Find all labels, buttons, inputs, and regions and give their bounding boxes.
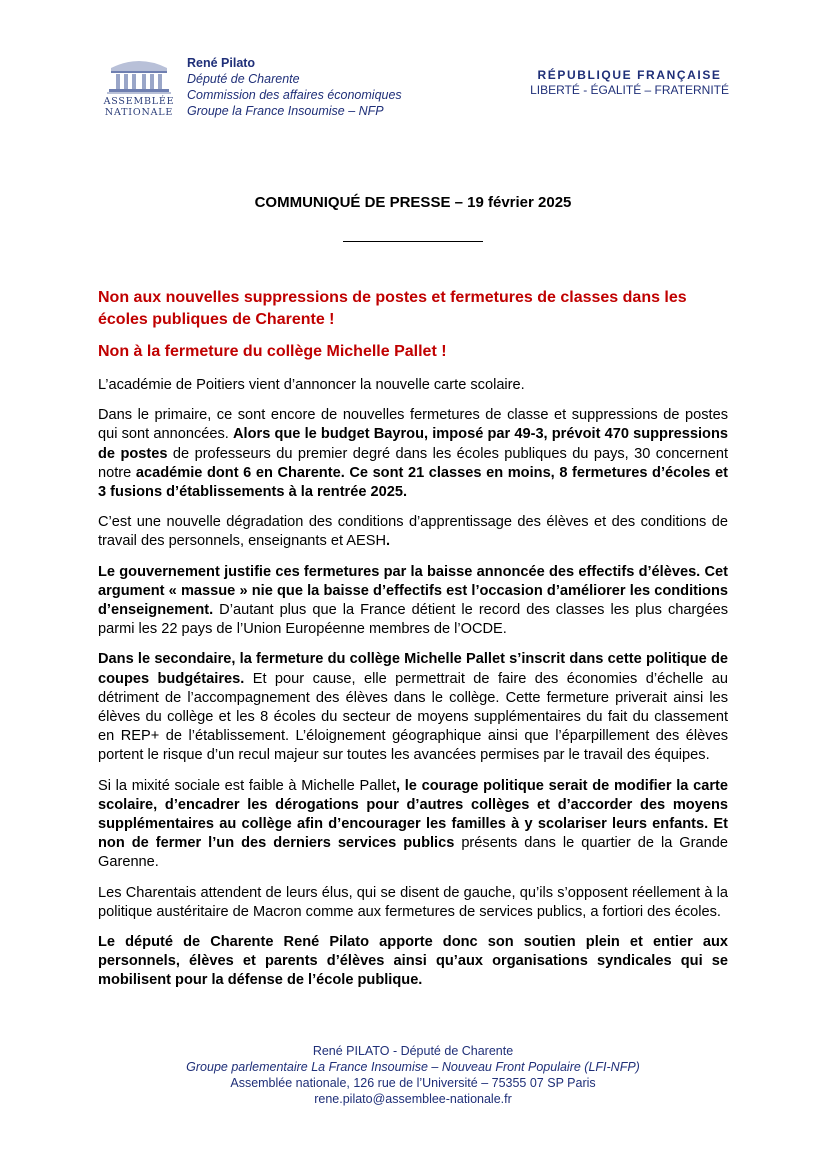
p2-text-a: Dans le primaire, ce sont encore de nouvelles fermetures de classe et suppressions de postes qui sont annoncées.	[98, 407, 728, 443]
footer-email[interactable]: rene.pilato@assemblee-nationale.fr	[314, 1092, 512, 1106]
paragraph-2	[98, 406, 728, 502]
body-text	[98, 376, 728, 1002]
p4-bold-a: Le gouvernement justifie ces fermetures par la baisse annoncée des effectifs d’élèves. Cet argument « massue » nie que la baisse d’effectifs est l’occasion d’améliorer les conditions d’enseignement.	[98, 563, 728, 619]
p3-bold-b: .	[386, 533, 391, 550]
p6-text-c: présents dans le quartier de la Grande Garenne.	[98, 835, 728, 871]
p2-bold-d: académie dont 6 en Charente. Ce sont 21 classes en moins, 8 fermetures d’écoles et 3 fusions d’établissements à la rentrée 2025.	[98, 464, 728, 501]
assemblee-nationale-logo	[100, 56, 178, 118]
p8-bold: Le député de Charente René Pilato apporte donc son soutien plein et entier aux personnels, élèves et parents d’élèves ainsi qu’aux organisations syndicales qui se mobilisent pour la défense de l’école publique.	[98, 934, 728, 989]
title-underline	[343, 241, 483, 242]
devise: LIBERTÉ - ÉGALITÉ – FRATERNITÉ	[530, 83, 729, 97]
footer	[0, 1043, 826, 1107]
paragraph-8	[98, 933, 728, 991]
paragraph-4	[98, 563, 728, 640]
logo-line-2: NATIONALE	[104, 107, 174, 118]
paragraph-1: L’académie de Poitiers vient d’annoncer la nouvelle carte scolaire.	[98, 377, 525, 393]
paragraph-6	[98, 777, 728, 873]
deputy-block	[187, 55, 402, 119]
republique-francaise: RÉPUBLIQUE FRANÇAISE	[537, 68, 722, 82]
paragraph-7: Les Charentais attendent de leurs élus, qui se disent de gauche, qu’ils s’opposent réellement à la politique austéritaire de Macron comme aux fermetures de services publics, a fortiori des écoles.	[98, 884, 728, 920]
headline-1: Non aux nouvelles suppressions de postes et fermetures de classes dans les écoles publiques de Charente !	[98, 289, 687, 328]
republique-block	[530, 68, 729, 98]
paragraph-5	[98, 650, 728, 765]
p2-bold-b: Alors que le budget Bayrou, imposé par 49-3, prévoit 470 suppressions de postes	[98, 426, 728, 462]
p4-text-b: D’autant plus que la France détient le record des classes les plus chargées parmi les 22 pays de l’Union Européenne membres de l’OCDE.	[98, 602, 728, 638]
assemblee-nationale-logo-icon	[107, 56, 171, 94]
p6-text-a: Si la mixité sociale est faible à Michelle Pallet	[98, 777, 396, 794]
headline-2: Non à la fermeture du collège Michelle Pallet !	[98, 343, 447, 360]
footer-line-3: Assemblée nationale, 126 rue de l’Université – 75355 07 SP Paris	[230, 1076, 596, 1090]
p3-text-a: C’est une nouvelle dégradation des conditions d’apprentissage des élèves et des conditions de travail des personnels, enseignants et AESH	[98, 514, 728, 550]
footer-line-2: Groupe parlementaire La France Insoumise – Nouveau Front Populaire (LFI-NFP)	[186, 1060, 640, 1074]
paragraph-3	[98, 513, 728, 551]
footer-line-1: René PILATO - Député de Charente	[312, 1044, 514, 1058]
deputy-commission: Commission des affaires économiques	[187, 88, 402, 102]
logo-line-1: ASSEMBLÉE	[103, 96, 175, 107]
deputy-group: Groupe la France Insoumise – NFP	[187, 104, 384, 118]
p6-bold-b: , le courage politique serait de modifier la carte scolaire, d’encadrer les dérogations pour d’autres collèges et d’accorder des moyens supplémentaires au collège afin d’encourager les familles à y scolariser leurs enfants. Et non de fermer l’un des derniers services publics	[98, 777, 728, 852]
p2-text-c: de professeurs du premier degré dans les écoles publiques du pays, 30 concernent notre	[98, 445, 729, 481]
communique-title: COMMUNIQUÉ DE PRESSE – 19 février 2025	[254, 194, 572, 211]
p5-bold-a: Dans le secondaire, la fermeture du collège Michelle Pallet s’inscrit dans cette politique de coupes budgétaires.	[98, 651, 728, 687]
p5-text-b: Et pour cause, elle permettrait de faire des économies d’échelle au détriment de l’accompagnement des élèves dans le collège. Cette fermeture priverait ainsi les élèves du collège et les 8 écoles du secteur de moyens supplémentaires du fait du classement en REP+ de l’établissement. L’éloignement géographique ainsi que l’éparpillement des élèves portent le risque d’un recul majeur sur toutes les avancées permises par le travail des équipes.	[98, 670, 729, 764]
deputy-name: René Pilato	[187, 56, 256, 70]
deputy-role: Député de Charente	[187, 72, 300, 86]
